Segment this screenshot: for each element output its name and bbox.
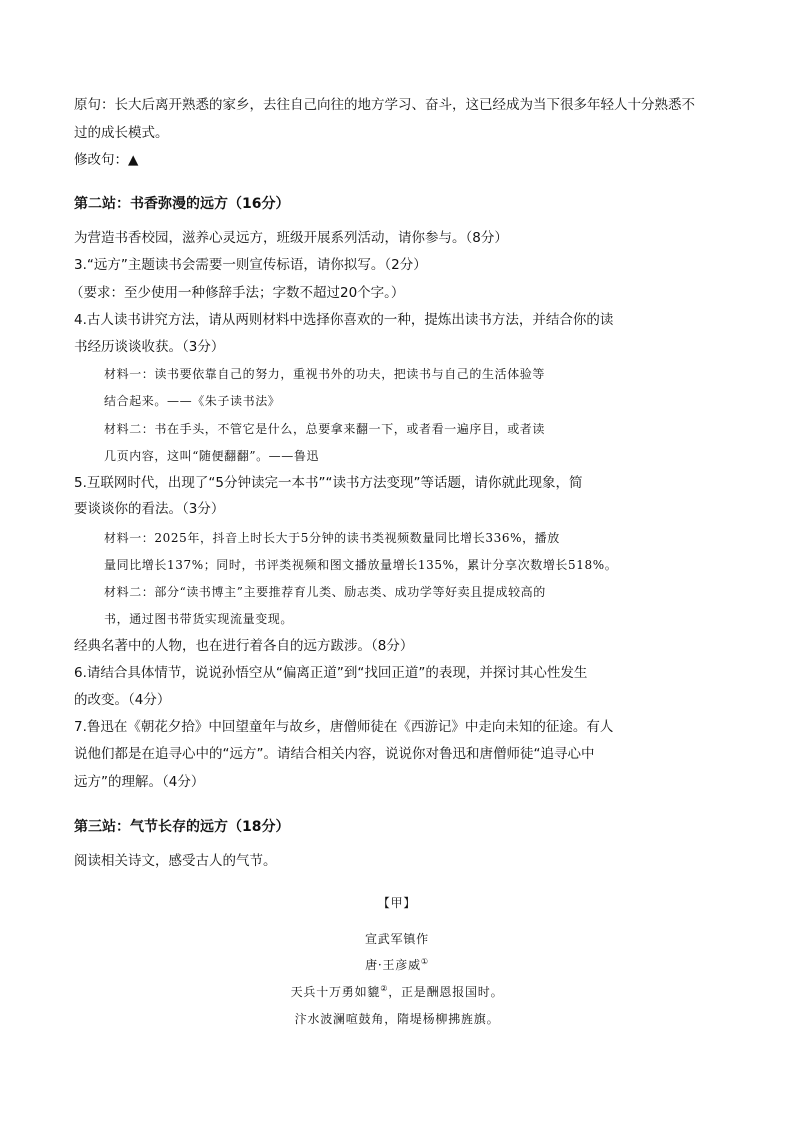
q4-material-1-line-2: 结合起来。——《朱子读书法》 <box>104 394 281 408</box>
question-6-line-1: 6.请结合具体情节，说说孙悟空从“偏离正道”到“找回正道”的表现，并探讨其心性发生 <box>74 665 588 681</box>
footnote-marker: ② <box>380 984 389 993</box>
station-2-intro: 为营造书香校园，滋养心灵远方，班级开展系列活动，请你参与。（8分） <box>74 230 508 246</box>
original-sentence-line-1: 原句：长大后离开熟悉的家乡，去往自己向往的地方学习、奋斗，这已经成为当下很多年轻人十分熟悉不 <box>74 97 695 113</box>
q5-material-2-line-1: 材料二：部分“读书博主”主要推荐育儿类、励志类、成功学等好卖且提成较高的 <box>104 585 546 599</box>
poem-line-1: 天兵十万勇如貔②，正是酬恩报国时。 <box>290 984 504 999</box>
station-2-heading: 第二站：书香弥漫的远方（16分） <box>74 196 290 212</box>
q4-material-2-line-1: 材料二：书在手头，不管它是什么，总要拿来翻一下，或者看一遍序目，或者读 <box>104 422 546 436</box>
question-4-line-1: 4.古人读书讲究方法，请从两则材料中选择你喜欢的一种，提炼出读书方法，并结合你的读 <box>74 312 614 328</box>
station-3-heading: 第三站：气节长存的远方（18分） <box>74 819 290 835</box>
question-3-requirement: （要求：至少使用一种修辞手法；字数不超过20个字。） <box>70 285 405 301</box>
poem-author: 唐·王彦威① <box>365 957 429 972</box>
question-4-line-2: 书经历谈谈收获。（3分） <box>74 339 225 355</box>
question-3: 3.“远方”主题读书会需要一则宣传标语，请你拟写。（2分） <box>74 257 427 273</box>
q5-material-1-line-1: 材料一：2025年，抖音上时长大于5分钟的读书类视频数量同比增长336%，播放 <box>104 531 560 545</box>
question-7-line-1: 7.鲁迅在《朝花夕拾》中回望童年与故乡，唐僧师徒在《西游记》中走向未知的征途。有人 <box>74 719 614 735</box>
question-5-line-2: 要谈谈你的看法。（3分） <box>74 501 225 517</box>
poem-line-2: 汴水波澜喧鼓角，隋堤杨柳拂旌旗。 <box>294 1012 500 1026</box>
question-5-line-1: 5.互联网时代，出现了“5分钟读完一本书”“读书方法变现”等话题，请你就此现象，简 <box>74 475 583 491</box>
poem-title: 宣武军镇作 <box>364 932 429 946</box>
footnote-marker: ① <box>420 957 429 966</box>
q4-material-1-line-1: 材料一：读书要依靠自己的努力，重视书外的功夫，把读书与自己的生活体验等 <box>104 367 546 381</box>
question-6-line-2: 的改变。（4分） <box>74 692 171 708</box>
question-7-line-3: 远方”的理解。（4分） <box>74 774 205 790</box>
classics-intro: 经典名著中的人物，也在进行着各自的远方跋涉。（8分） <box>74 638 414 654</box>
q5-material-1-line-2: 量同比增长137%；同时，书评类视频和图文播放量增长135%，累计分享次数增长518%。 <box>104 558 618 572</box>
original-sentence-line-2: 过的成长模式。 <box>74 125 169 141</box>
revised-sentence-placeholder: 修改句：▲ <box>74 152 139 168</box>
poem-tag: 【甲】 <box>377 896 417 910</box>
station-3-intro: 阅读相关诗文，感受古人的气节。 <box>74 853 277 869</box>
question-7-line-2: 说他们都是在追寻心中的“远方”。请结合相关内容，说说你对鲁迅和唐僧师徒“追寻心中 <box>74 746 595 762</box>
q4-material-2-line-2: 几页内容，这叫“随便翻翻”。——鲁迅 <box>104 449 320 463</box>
q5-material-2-line-2: 书，通过图书带货实现流量变现。 <box>104 612 294 626</box>
